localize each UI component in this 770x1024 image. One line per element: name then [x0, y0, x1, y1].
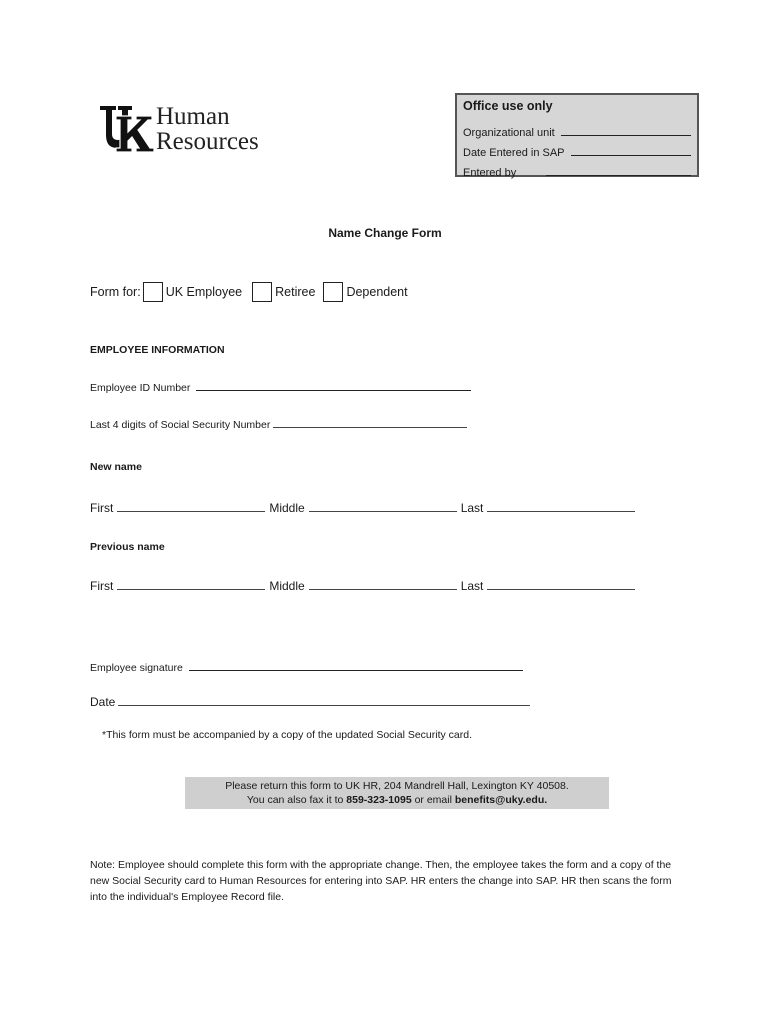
form-for-label: Form for: — [90, 285, 141, 299]
org-unit-field[interactable] — [561, 135, 691, 136]
return-address: Please return this form to UK HR, 204 Mandrell Hall, Lexington KY 40508. — [225, 780, 569, 792]
logo-wordmark — [156, 104, 259, 154]
office-row-entered-by — [463, 159, 691, 179]
office-row-label: Organizational unit — [463, 127, 555, 139]
signature-row — [90, 662, 523, 674]
footer-note: Note: Employee should complete this form with the appropriate change. Then, the employee takes the form and a copy of the new Social Security card to Human Resources for entering into SAP. HR enters the change into SAP. HR then scans the form into the individual's Employee Record file. — [90, 859, 672, 903]
prev-first-label: First — [90, 579, 114, 593]
fax-email-line — [185, 793, 609, 807]
date-label: Date — [90, 695, 116, 709]
date-row — [90, 695, 530, 709]
date-entered-field[interactable] — [571, 155, 691, 156]
form-for-row — [90, 282, 414, 302]
employee-info-heading: EMPLOYEE INFORMATION — [90, 344, 225, 356]
office-use-box — [455, 93, 699, 177]
new-name-row — [90, 501, 639, 515]
retiree-checkbox[interactable] — [252, 282, 272, 302]
signature-field[interactable] — [189, 670, 523, 671]
prev-first-field[interactable] — [117, 589, 265, 590]
uk-hr-logo — [98, 104, 288, 162]
retiree-label: Retiree — [275, 285, 316, 299]
dependent-checkbox[interactable] — [323, 282, 343, 302]
return-instructions-box — [185, 777, 609, 809]
office-row-label: Date Entered in SAP — [463, 147, 565, 159]
prev-last-field[interactable] — [487, 589, 635, 590]
office-use-title: Office use only — [463, 99, 553, 113]
prev-middle-label: Middle — [269, 579, 305, 593]
previous-name-row — [90, 579, 639, 593]
email-link[interactable]: benefits@uky.edu. — [454, 794, 548, 806]
previous-name-heading: Previous name — [90, 541, 165, 553]
signature-label: Employee signature — [90, 662, 183, 674]
uk-employee-label: UK Employee — [165, 285, 243, 299]
new-first-label: First — [90, 501, 114, 515]
office-row-label: Entered by — [463, 167, 517, 179]
new-name-heading: New name — [90, 461, 142, 473]
date-field[interactable] — [118, 705, 530, 706]
dependent-label: Dependent — [346, 285, 408, 299]
logo-line-1: Human — [156, 103, 230, 130]
uk-logo-mark — [98, 104, 154, 154]
office-row-date-sap — [463, 139, 691, 159]
ss-card-note: *This form must be accompanied by a copy of the updated Social Security card. — [102, 729, 473, 741]
uk-employee-checkbox[interactable] — [143, 282, 163, 302]
employee-id-label: Employee ID Number — [90, 382, 191, 394]
employee-id-row — [90, 382, 471, 394]
ssn-field[interactable] — [273, 427, 467, 428]
employee-id-field[interactable] — [196, 390, 471, 391]
new-first-field[interactable] — [117, 511, 265, 512]
ssn-row — [90, 419, 467, 431]
new-last-label: Last — [460, 501, 484, 515]
new-last-field[interactable] — [487, 511, 635, 512]
entered-by-field[interactable] — [546, 175, 691, 176]
page-title: Name Change Form — [328, 226, 442, 240]
prev-middle-field[interactable] — [309, 589, 457, 590]
logo-line-2: Resources — [156, 128, 259, 155]
new-middle-label: Middle — [269, 501, 305, 515]
fax-number: 859-323-1095 — [346, 794, 412, 806]
email-prefix: or email — [411, 794, 455, 806]
fax-prefix: You can also fax it to — [246, 794, 347, 806]
ssn-label: Last 4 digits of Social Security Number — [90, 419, 271, 431]
prev-last-label: Last — [460, 579, 484, 593]
office-row-org-unit — [463, 119, 691, 139]
new-middle-field[interactable] — [309, 511, 457, 512]
